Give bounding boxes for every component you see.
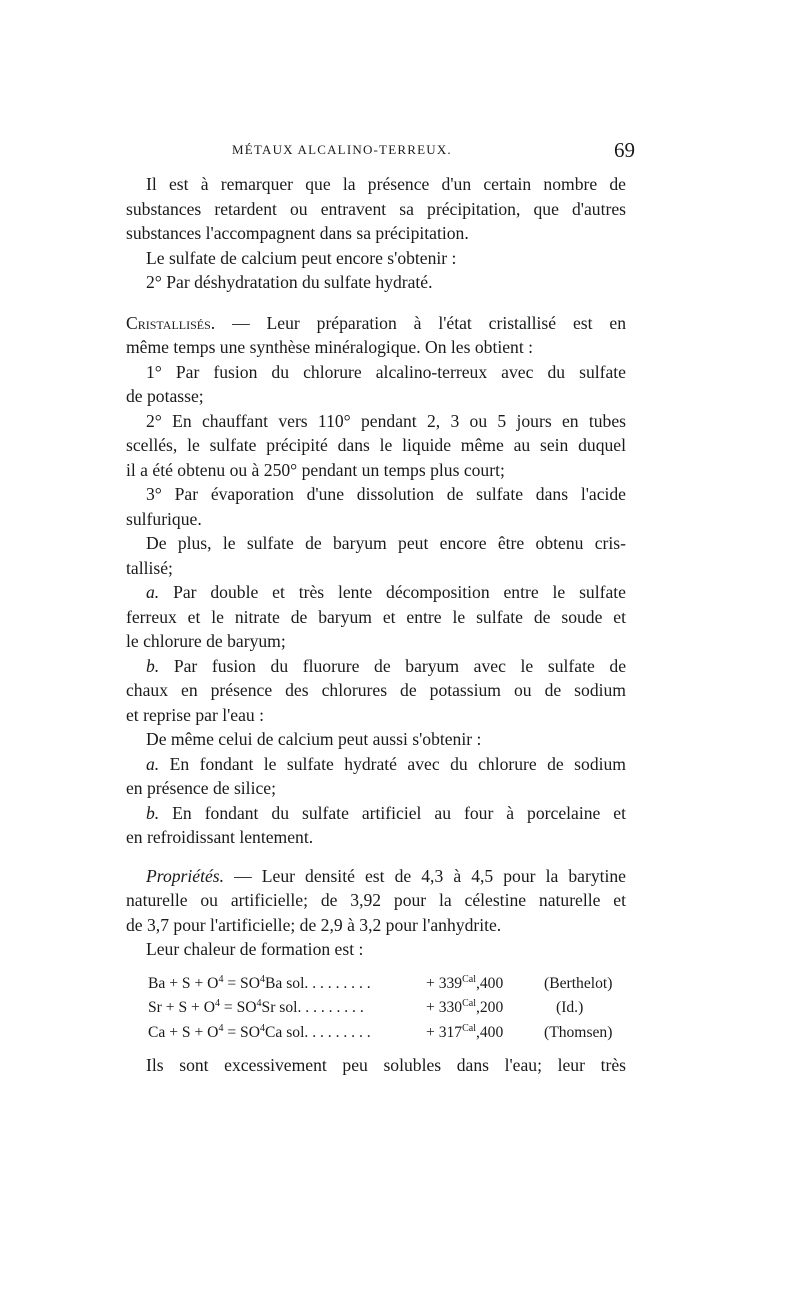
section-heading-proprietes: Propriétés. — [146, 865, 225, 886]
paragraph-calcium-obtain: Le sulfate de calcium peut encore s'obtenir : — [146, 247, 457, 268]
text-line: Leur chaleur de formation est : — [146, 939, 364, 959]
text-line: ferreux et le nitrate de baryum et entre le sulfate de soude et — [126, 606, 626, 627]
text-line — [126, 864, 626, 889]
section-text: — Leur densité est de 4,3 à 4,5 pour la barytine — [224, 865, 626, 886]
item-label: a. — [146, 753, 160, 774]
formula-equation: $Ba + S + O^4 = SO^4Ba$ sol. . . . . . . . . — [148, 973, 371, 992]
section-proprietes — [126, 864, 626, 962]
formation-heat-table — [126, 972, 626, 1046]
text-line — [126, 654, 626, 679]
running-title: MÉTAUX ALCALINO-TERREUX. — [232, 142, 452, 157]
text-line: substances l'accompagnent dans sa précipitation. — [126, 223, 469, 243]
text-line: de 3,7 pour l'artificielle; de 2,9 à 3,2 pour l'anhydrite. — [126, 914, 502, 935]
formula-value: + $317^{Cal},400$ — [426, 1022, 504, 1041]
item-label: b. — [146, 802, 160, 823]
section-text: — Leur préparation à l'état cristallisé est en — [215, 312, 626, 333]
paragraph-final: Ils sont excessivement peu solubles dans l'eau; leur très — [146, 1055, 626, 1075]
text-line: De plus, le sulfate de baryum peut encore être obtenu cris- — [146, 533, 626, 553]
item-text: En fondant du sulfate artificiel au four à porcelaine et — [159, 802, 626, 823]
item-label: a. — [146, 582, 160, 602]
paragraph-deshydratation: 2° Par déshydratation du sulfate hydraté. — [146, 272, 433, 292]
section-heading-cristallises: Cristallisés. — [126, 312, 216, 333]
page-header — [0, 138, 800, 162]
paragraph-intro — [126, 172, 626, 246]
text-line: chaux en présence des chlorures de potassium ou de sodium — [126, 680, 626, 700]
text-line: De même celui de calcium peut aussi s'obtenir : — [146, 729, 482, 749]
text-line: 3° Par évaporation d'une dissolution de sulfate dans l'acide — [146, 484, 626, 504]
formula-row — [126, 996, 626, 1021]
formula-value: + $339^{Cal},400$ — [426, 973, 504, 992]
item-label: b. — [146, 655, 160, 676]
text-line: en présence de silice; — [126, 778, 276, 798]
page-number: 69 — [614, 138, 635, 162]
formula-row — [126, 1021, 626, 1046]
section-cristallises — [126, 311, 626, 850]
text-line — [126, 580, 626, 605]
text-line — [126, 752, 626, 777]
text-line: tallisé; — [126, 557, 173, 578]
text-line: et reprise par l'eau : — [126, 704, 264, 725]
text-line: le chlorure de baryum; — [126, 631, 286, 651]
formula-source: (Berthelot) — [544, 974, 613, 992]
item-text: Par double et très lente décomposition entre le sulfate — [159, 582, 626, 602]
text-line: sulfurique. — [126, 508, 202, 529]
page-body — [126, 172, 626, 1078]
text-line — [126, 311, 626, 336]
text-line: 2° En chauffant vers 110° pendant 2, 3 ou 5 jours en tubes — [146, 410, 626, 431]
text-line: 1° Par fusion du chlorure alcalino-terreux avec du sulfate — [146, 361, 626, 382]
text-line: Il est à remarquer que la présence d'un certain nombre de — [146, 174, 626, 194]
formula-source: (Thomsen) — [544, 1023, 613, 1041]
formula-source: (Id.) — [556, 999, 584, 1016]
section-gap — [126, 850, 626, 864]
item-text: Par fusion du fluorure de baryum avec le sulfate de — [159, 655, 626, 676]
formula-row — [126, 972, 626, 997]
text-line: de potasse; — [126, 386, 204, 406]
text-line: en refroidissant lentement. — [126, 827, 314, 847]
text-line: il a été obtenu ou à 250° pendant un temps plus court; — [126, 459, 505, 480]
section-gap — [126, 295, 626, 311]
formula-equation: $Ca + S + O^4 = SO^4Ca$ sol. . . . . . . . . — [148, 1022, 371, 1041]
formula-equation: $Sr + S + O^4 = SO^4Sr$ sol. . . . . . . . . — [148, 998, 364, 1016]
text-line — [126, 801, 626, 826]
formula-value: + $330^{Cal},200$ — [426, 998, 504, 1016]
text-line: scellés, le sulfate précipité dans le liquide même au sein duquel — [126, 435, 626, 455]
text-line: même temps une synthèse minéralogique. On les obtient : — [126, 337, 534, 357]
text-line: naturelle ou artificielle; de 3,92 pour la célestine naturelle et — [126, 890, 626, 910]
text-line: substances retardent ou entravent sa précipitation, que d'autres — [126, 198, 626, 219]
item-text: En fondant le sulfate hydraté avec du chlorure de sodium — [159, 753, 626, 774]
